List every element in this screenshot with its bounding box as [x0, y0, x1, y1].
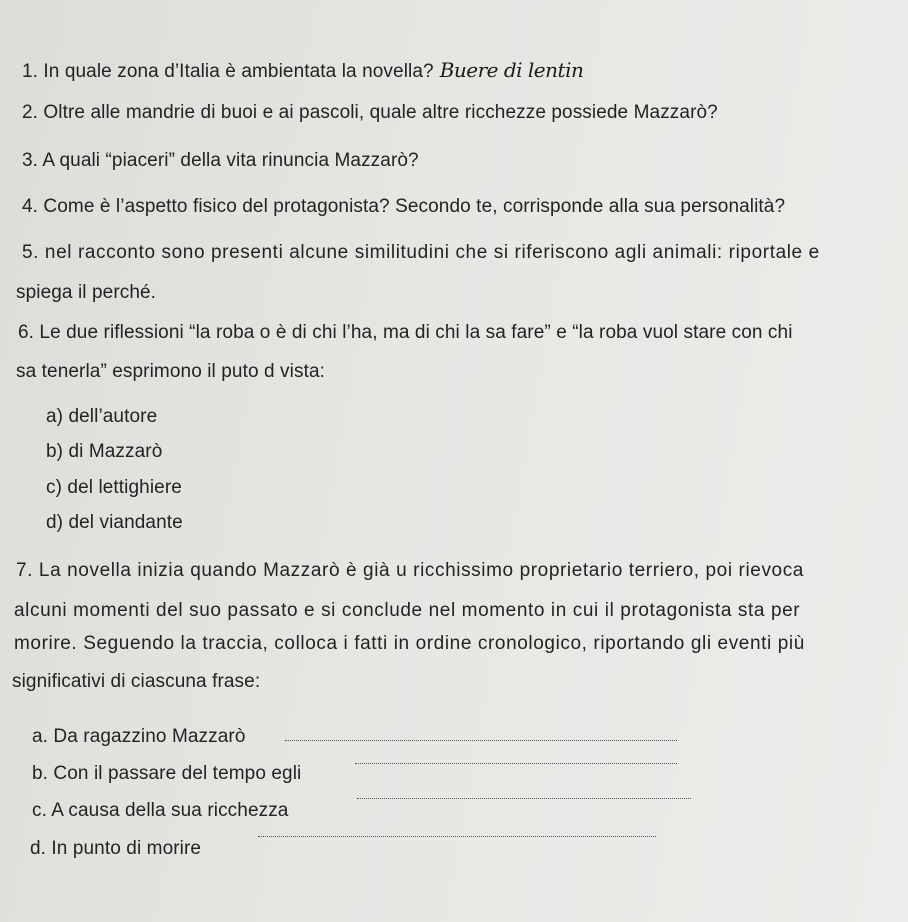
question-2: 2. Oltre alle mandrie di buoi e ai pascoli, quale altre ricchezze possiede Mazzarò? [22, 102, 718, 123]
question-1 [22, 58, 583, 83]
option-d: d) del viandante [46, 512, 183, 533]
handwritten-answer: Buere di lentin [439, 58, 584, 82]
option-c: c) del lettighiere [46, 477, 182, 498]
answer-blank-d[interactable] [258, 836, 656, 837]
question-5-line-1: 5. nel racconto sono presenti alcune similitudini che si riferiscono agli animali: riportale e [22, 242, 820, 263]
question-3: 3. A quali “piaceri” della vita rinuncia Mazzarò? [22, 150, 419, 171]
question-4: 4. Come è l’aspetto fisico del protagonista? Secondo te, corrisponde alla sua personalità? [22, 196, 786, 217]
question-7-line-2: alcuni momenti del suo passato e si conclude nel momento in cui il protagonista sta per [14, 600, 801, 621]
answer-blank-b[interactable] [355, 763, 677, 764]
answer-blank-c[interactable] [357, 798, 691, 799]
chronology-item-b: b. Con il passare del tempo egli [32, 763, 302, 784]
question-1-text: 1. In quale zona d’Italia è ambientata la novella? [22, 61, 434, 82]
chronology-item-a: a. Da ragazzino Mazzarò [32, 726, 246, 747]
question-5-line-2: spiega il perché. [16, 282, 157, 303]
question-6-line-1: 6. Le due riflessioni “la roba o è di chi l’ha, ma di chi la sa fare” e “la roba vuol stare con chi [18, 322, 793, 343]
chronology-item-d: d. In punto di morire [30, 838, 202, 859]
answer-blank-a[interactable] [285, 740, 677, 741]
question-7-line-3: morire. Seguendo la traccia, colloca i fatti in ordine cronologico, riportando gli eventi più [14, 633, 805, 654]
chronology-item-c: c. A causa della sua ricchezza [32, 800, 289, 821]
question-6-line-2: sa tenerla” esprimono il puto d vista: [16, 361, 326, 382]
question-7-line-1: 7. La novella inizia quando Mazzarò è già u ricchissimo proprietario terriero, poi rievoca [16, 560, 804, 581]
question-7-line-4: significativi di ciascuna frase: [12, 671, 261, 692]
option-b: b) di Mazzarò [46, 441, 163, 462]
option-a: a) dell’autore [46, 406, 158, 427]
